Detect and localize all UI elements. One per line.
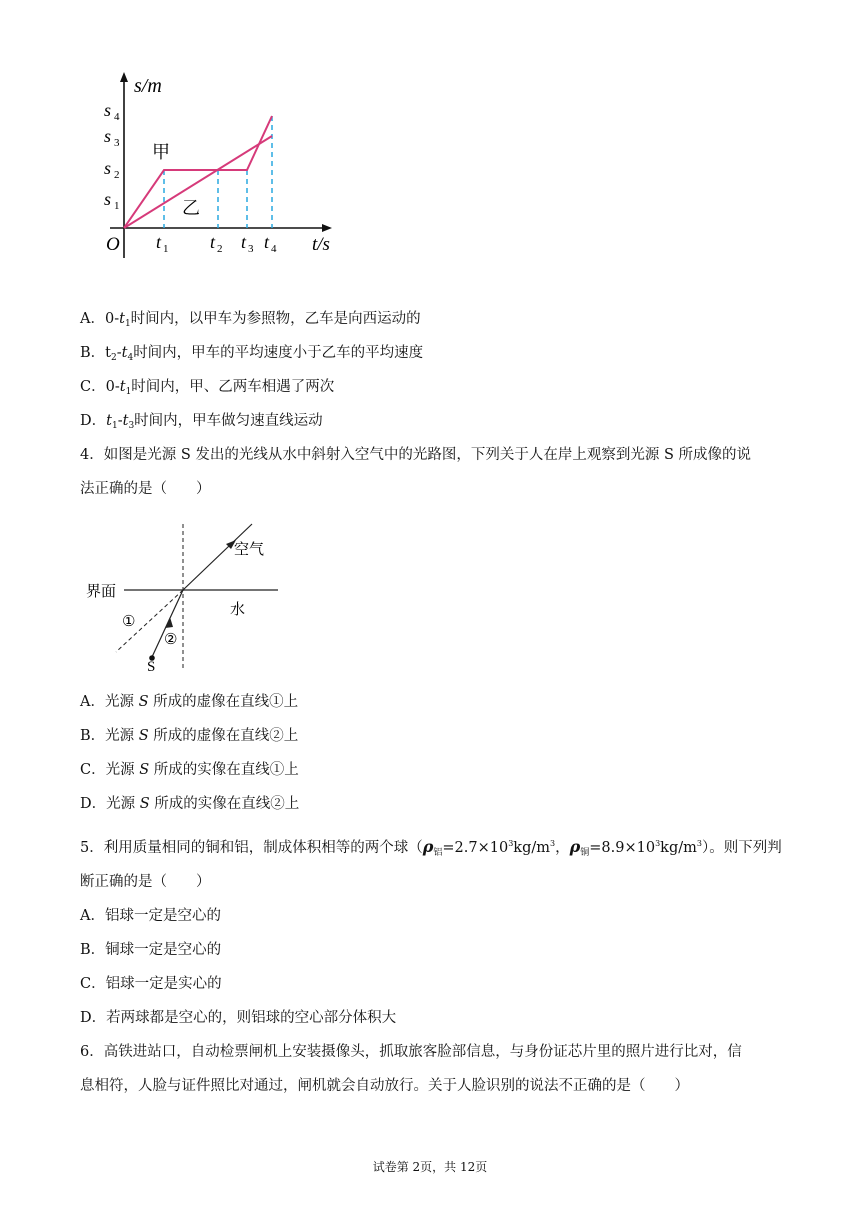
- svg-text:s: s: [104, 158, 112, 178]
- q5-option-b[interactable]: B．铜球一定是空心的: [80, 942, 222, 958]
- q3-option-a[interactable]: A．$0-t_1$时间内，以甲车为参照物，乙车是向西运动的: [80, 311, 421, 329]
- x-axis-label: t/s: [312, 234, 330, 255]
- label-yi: 乙: [182, 198, 200, 218]
- y-tick-s4: [104, 100, 120, 123]
- svg-text:4: 4: [114, 111, 120, 123]
- x-tick-t3: [241, 232, 254, 255]
- x-tick-t1: [156, 232, 169, 255]
- svg-text:s: s: [104, 100, 112, 120]
- svg-text:4: 4: [271, 243, 277, 255]
- refraction-diagram: [84, 522, 284, 672]
- q4-option-a[interactable]: A．光源 S 所成的虚像在直线①上: [80, 694, 299, 710]
- q4-option-c[interactable]: C．光源 S 所成的实像在直线①上: [80, 762, 299, 778]
- svg-text:s: s: [104, 126, 112, 146]
- svg-text:1: 1: [163, 243, 169, 255]
- y-axis-label: s/m: [134, 75, 162, 97]
- svg-text:t: t: [241, 232, 247, 252]
- q5-option-d[interactable]: D．若两球都是空心的，则铝球的空心部分体积大: [80, 1010, 397, 1026]
- x-axis-arrow: [322, 224, 332, 232]
- svg-text:2: 2: [114, 169, 120, 181]
- label-air: 空气: [234, 542, 265, 558]
- y-tick-s3: [104, 126, 120, 149]
- y-axis-arrow: [120, 72, 128, 82]
- svg-text:s: s: [104, 189, 112, 209]
- q3-option-c[interactable]: C．$0-t_1$时间内，甲、乙两车相遇了两次: [80, 379, 335, 397]
- x-tick-t2: [210, 232, 223, 255]
- label-1: ①: [122, 614, 136, 630]
- y-tick-s1: [104, 189, 120, 212]
- svg-text:t: t: [264, 232, 270, 252]
- label-s: S: [147, 659, 156, 672]
- y-tick-s2: [104, 158, 120, 181]
- svg-text:3: 3: [248, 243, 254, 255]
- q6-stem-line2: 息相符，人脸与证件照比对通过，闸机就会自动放行。关于人脸识别的说法不正确的是（ ）: [80, 1078, 689, 1094]
- svg-text:3: 3: [114, 137, 120, 149]
- q4-stem-line1: 4．如图是光源 S 发出的光线从水中斜射入空气中的光路图，下列关于人在岸上观察到光源 S 所成像的说: [80, 447, 752, 463]
- st-graph: [90, 68, 350, 268]
- q4-option-d[interactable]: D．光源 S 所成的实像在直线②上: [80, 796, 300, 812]
- q6-stem-line1: 6．高铁进站口，自动检票闸机上安装摄像头，抓取旅客脸部信息，与身份证芯片里的照片进行比对，信: [80, 1044, 742, 1060]
- x-tick-t4: [264, 232, 277, 255]
- svg-text:t: t: [156, 232, 162, 252]
- label-jia: 甲: [152, 142, 170, 162]
- svg-text:2: 2: [217, 243, 223, 255]
- q5-stem-line1: 5．利用质量相同的铜和铝，制成体积相等的两个球（$\rho_铝=2.7\times 10^3kg/m^3$，$\rho_铜=8.9\times 10^3kg/m^3$）。则下列判: [80, 837, 782, 858]
- q5-option-c[interactable]: C．铝球一定是实心的: [80, 976, 222, 992]
- q3-option-d[interactable]: D．$t_1-t_3$时间内，甲车做匀速直线运动: [80, 413, 323, 431]
- q4-option-b[interactable]: B．光源 S 所成的虚像在直线②上: [80, 728, 299, 744]
- origin-label: O: [106, 234, 120, 255]
- arrow-water: [165, 617, 173, 628]
- label-2: ②: [164, 632, 178, 648]
- label-interface: 界面: [86, 584, 117, 600]
- q5-option-a[interactable]: A．铝球一定是空心的: [80, 908, 221, 924]
- q5-stem-line2: 断正确的是（ ）: [80, 874, 211, 890]
- svg-text:t: t: [210, 232, 216, 252]
- label-water: 水: [230, 602, 246, 618]
- page-footer: 试卷第 2页，共 12页: [372, 1160, 488, 1174]
- q4-stem-line2: 法正确的是（ ）: [80, 481, 211, 497]
- q3-option-b[interactable]: B．$t_2-t_4$时间内，甲车的平均速度小于乙车的平均速度: [80, 345, 424, 363]
- svg-text:1: 1: [114, 200, 120, 212]
